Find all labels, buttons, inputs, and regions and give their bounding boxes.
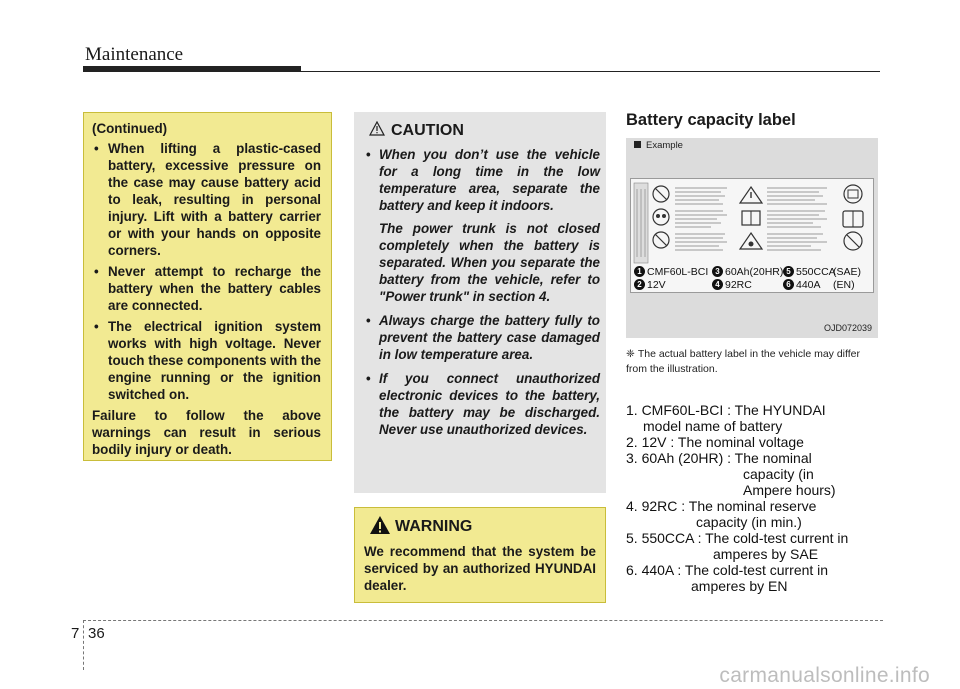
battery-label-illustration: [626, 138, 878, 338]
image-code: OJD072039: [823, 323, 872, 333]
label-code-6: 6 440A: [783, 279, 821, 291]
caution-item: • Always charge the battery fully to prevent the battery case damaged in low temperature area.: [366, 313, 600, 362]
caution-item: • When you don’t use the vehicle for a long time in the low temperature area, separate the battery and keep it indoors. The power trunk is not closed completely when the battery is separated. When you separate the battery from the vehicle, refer to "Power trunk" in section 4.: [366, 147, 600, 304]
continued-footer: Failure to follow the above warnings can result in serious bodily injury or death.: [92, 408, 321, 457]
spec-item-6: 6. 440A : The cold-test current in amperes by EN: [626, 562, 829, 594]
footer-rule: [83, 620, 883, 621]
warning-triangle-icon: [369, 515, 391, 540]
spec-item-5: 5. 550CCA : The cold-test current in amperes by SAE: [626, 530, 849, 562]
illustration-note: ❈ The actual battery label in the vehicle may differ from the illustration.: [626, 348, 860, 375]
header-bar: [83, 66, 301, 72]
continued-warning-box: [83, 112, 332, 461]
continued-heading: (Continued): [92, 121, 168, 136]
continued-item: • The electrical ignition system works with high voltage. Never touch these components with the engine running or the ignition switched on.: [94, 319, 321, 402]
footer-divider: [83, 620, 84, 670]
label-code-3: 3 60Ah(20HR): [712, 266, 783, 278]
caution-title: CAUTION: [391, 122, 464, 139]
caution-box: [354, 112, 606, 493]
continued-item: • Never attempt to recharge the battery when the battery cables are connected.: [94, 264, 321, 313]
label-code-4: 4 92RC: [712, 279, 752, 291]
caution-item-extra: The power trunk is not closed completely when the battery is separated. When you separate the battery from the vehicle, refer to "Power trunk" in section 4.: [379, 221, 600, 304]
warning-text: We recommend that the system be serviced by an authorized HYUNDAI dealer.: [364, 544, 596, 593]
caution-item: • If you connect unauthorized electronic devices to the battery, the battery may be discharged. Never use unauthorized devices.: [366, 371, 600, 437]
label-code-1: 1 CMF60L-BCI: [634, 266, 708, 278]
label-code-5: 5 550CCA: [783, 266, 836, 278]
spec-item-1: 1. CMF60L-BCI : The HYUNDAI model name of battery: [626, 402, 826, 434]
section-number: 7: [71, 625, 80, 642]
warning-title: WARNING: [395, 518, 473, 535]
watermark: carmanualsonline.info: [719, 664, 930, 687]
page-number: 36: [88, 625, 105, 642]
caution-triangle-icon: [369, 121, 385, 141]
label-std-sae: (SAE): [833, 266, 862, 278]
warning-box: [354, 507, 606, 603]
label-std-en: (EN): [833, 279, 855, 291]
continued-item: • When lifting a plastic-cased battery, excessive pressure on the case may cause battery acid to leak, resulting in personal injury. Lift with a battery carrier or with your hands on opposite corners.: [94, 141, 321, 258]
spec-item-3: 3. 60Ah (20HR) : The nominal capacity (in Ampere hours): [626, 450, 836, 498]
battery-label-title: Battery capacity label: [626, 111, 796, 129]
label-code-2: 2 12V: [634, 279, 666, 291]
page-header-title: Maintenance: [85, 44, 184, 65]
spec-item-4: 4. 92RC : The nominal reserve capacity (in min.): [626, 498, 817, 530]
square-bullet-icon: [634, 141, 641, 148]
spec-item-2: 2. 12V : The nominal voltage: [626, 434, 804, 450]
header-rule: [301, 71, 880, 72]
note-symbol-icon: ❈: [626, 348, 635, 360]
battery-label-image: [630, 178, 874, 293]
example-caption: Example: [634, 140, 683, 151]
